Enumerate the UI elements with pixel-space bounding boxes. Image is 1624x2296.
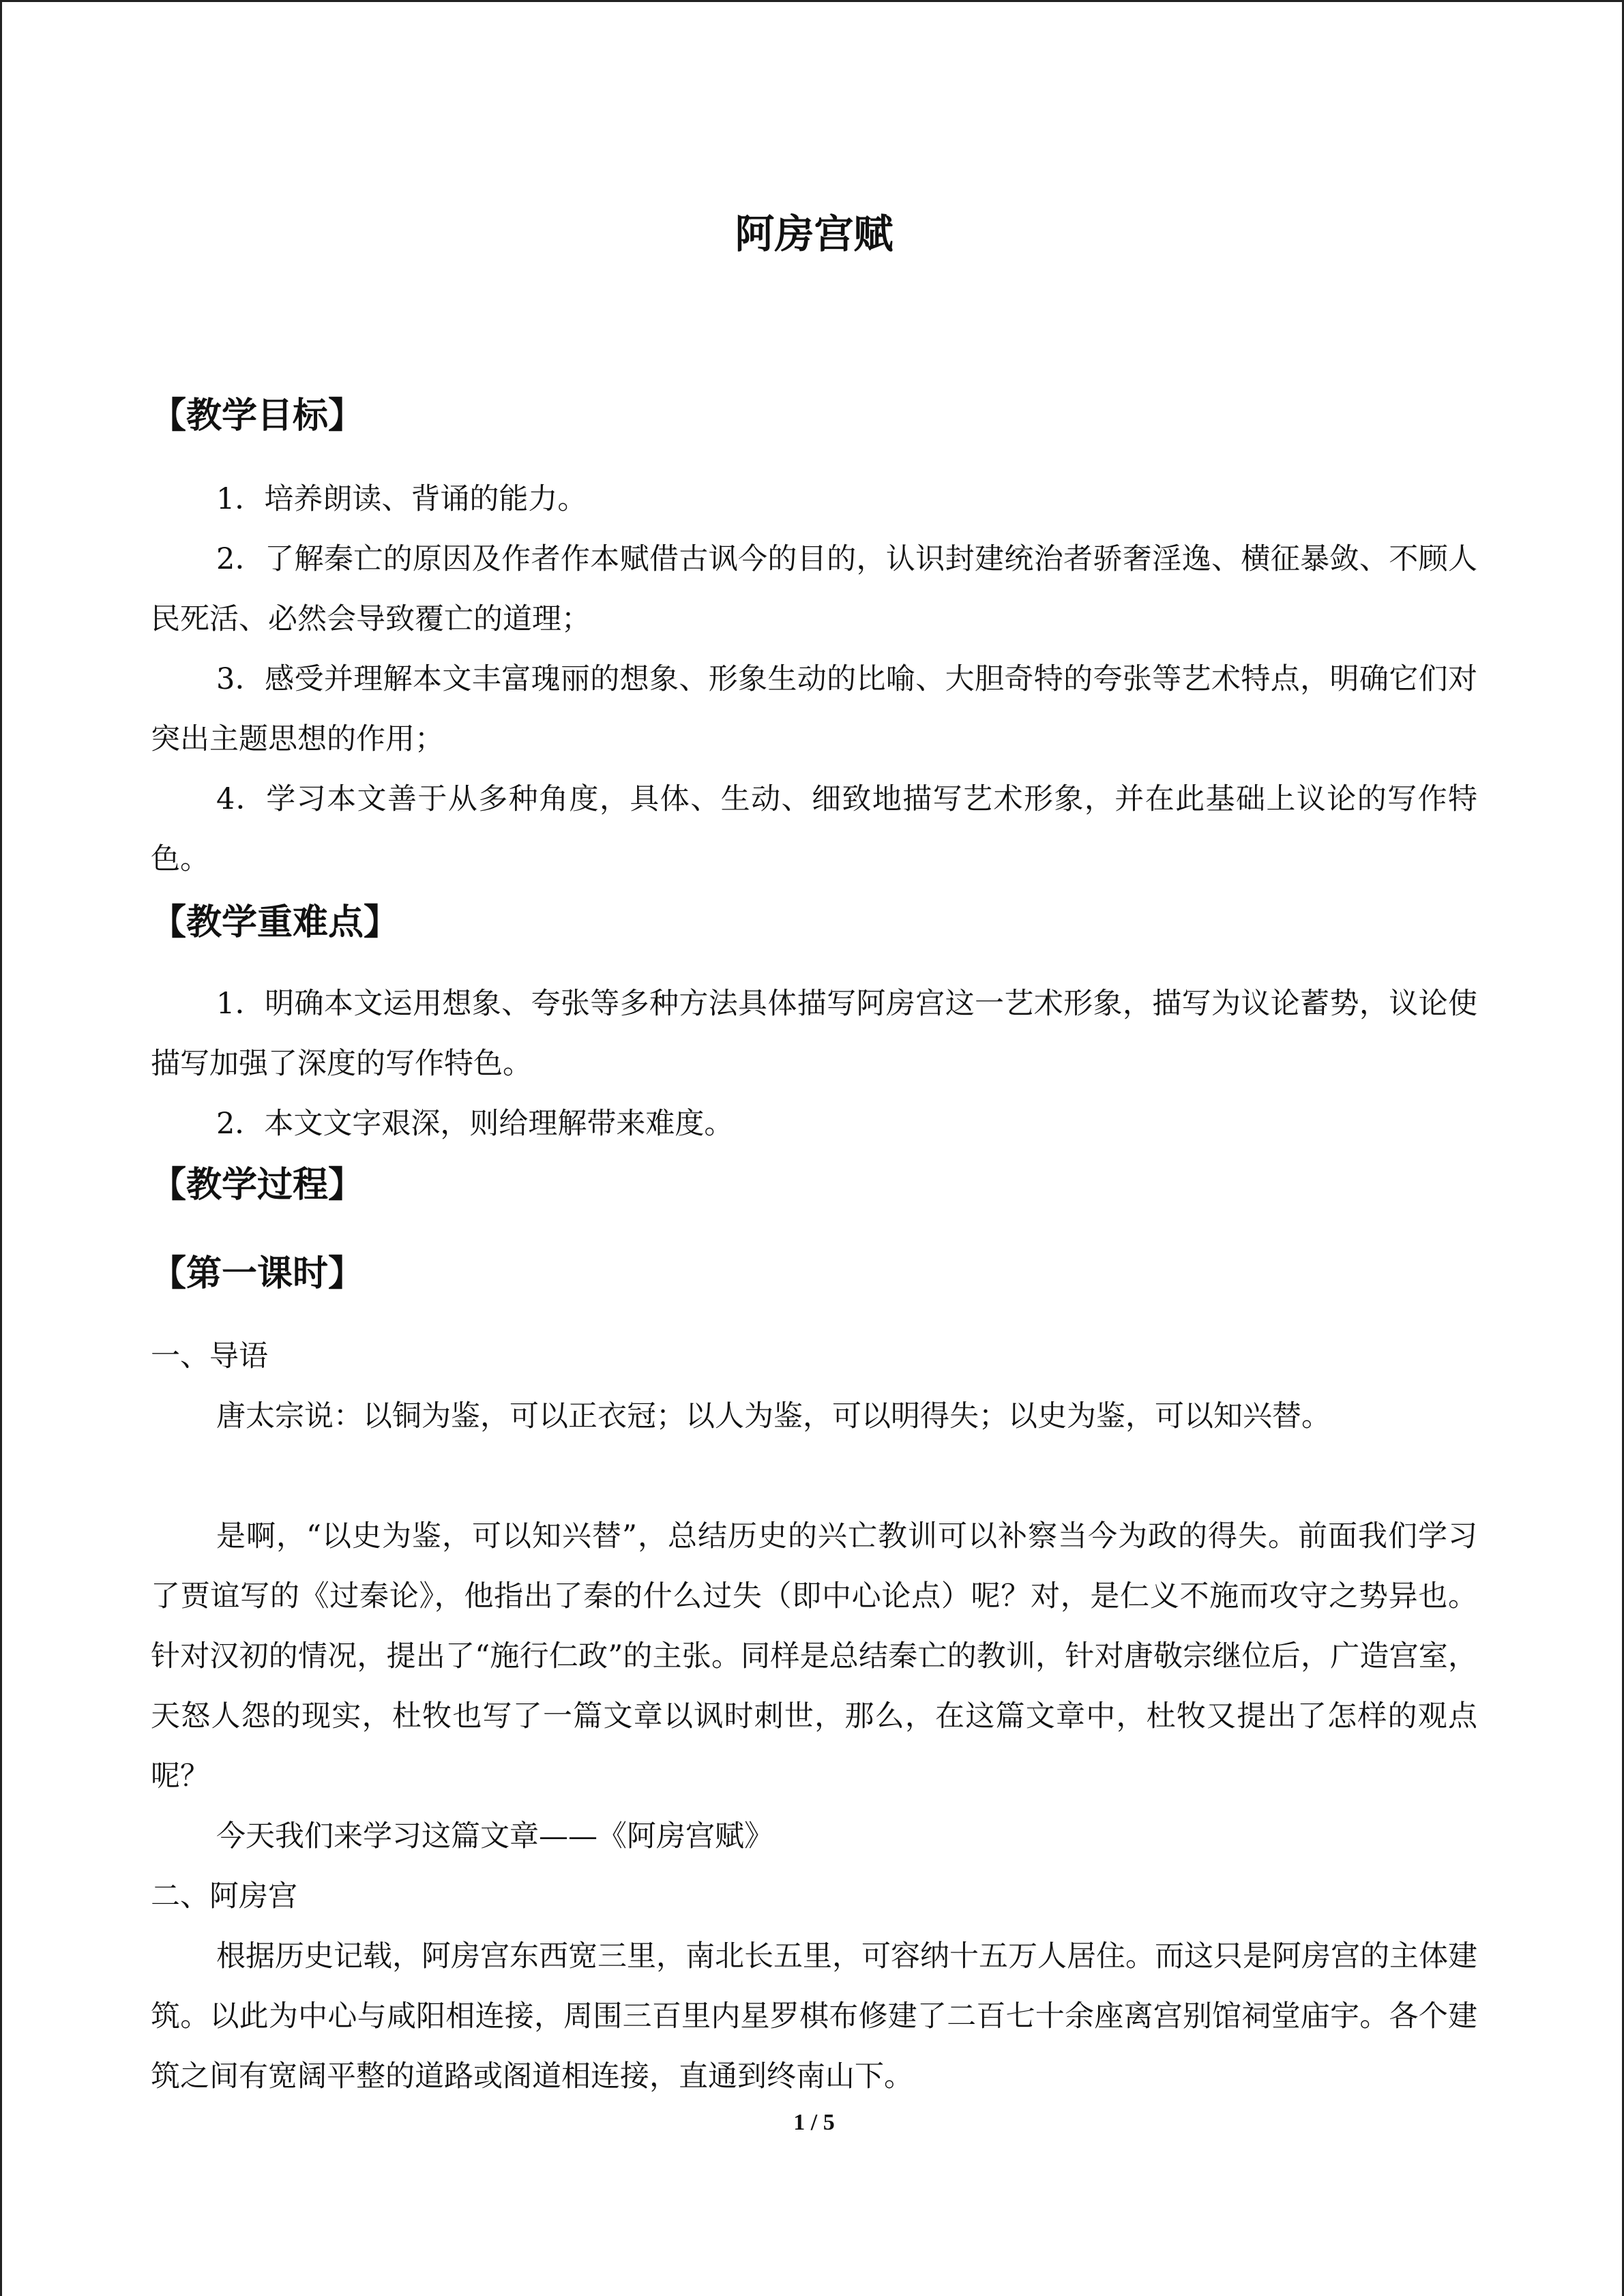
objective-item-3: 3．感受并理解本文丰富瑰丽的想象、形象生动的比喻、大胆奇特的夸张等艺术特点，明确它们对突出主题思想的作用； — [151, 662, 1477, 756]
palace-paragraph: 根据历史记载，阿房宫东西宽三里，南北长五里，可容纳十五万人居住。而这只是阿房宫的主体建筑。以此为中心与咸阳相连接，周围三百里内星罗棋布修建了二百七十余座离宫别馆祠堂庙宇。各个建筑之间有宽阔平整的道路或阁道相连接，直通到终南山下。 — [151, 1939, 1477, 2093]
intro-paragraph-today: 今天我们来学习这篇文章——《阿房宫赋》 — [216, 1819, 773, 1853]
key-point-item-2: 2．本文文字艰深，则给理解带来难度。 — [216, 1107, 734, 1141]
section-palace-title: 二、阿房宫 — [151, 1879, 297, 1913]
objective-item-2: 2．了解秦亡的原因及作者作本赋借古讽今的目的，认识封建统治者骄奢淫逸、横征暴敛、不顾人民死活、必然会导致覆亡的道理； — [151, 542, 1477, 636]
heading-teaching-process: 【教学过程】 — [151, 1165, 364, 1206]
heading-teaching-objectives: 【教学目标】 — [151, 396, 364, 436]
intro-paragraph-discussion: 是啊，“以史为鉴，可以知兴替”，总结历史的兴亡教训可以补察当今为政的得失。前面我们学习了贾谊写的《过秦论》，他指出了秦的什么过失（即中心论点）呢？对，是仁义不施而攻守之势异也。针对汉初的情况，提出了“施行仁政”的主张。同样是总结秦亡的教训，针对唐敬宗继位后，广造宫室，天怒人怨的现实，杜牧也写了一篇文章以讽时刺世，那么，在这篇文章中，杜牧又提出了怎样的观点呢？ — [151, 1519, 1477, 1793]
section-intro-title: 一、导语 — [151, 1339, 268, 1373]
objective-item-4: 4．学习本文善于从多种角度，具体、生动、细致地描写艺术形象，并在此基础上议论的写作特色。 — [151, 782, 1477, 876]
document-title: 阿房宫赋 — [735, 211, 894, 257]
page-number: 1 / 5 — [793, 2110, 835, 2135]
objective-item-1: 1．培养朗读、背诵的能力。 — [216, 482, 587, 516]
intro-paragraph-quote: 唐太宗说：以铜为鉴，可以正衣冠；以人为鉴，可以明得失；以史为鉴，可以知兴替。 — [216, 1399, 1331, 1433]
heading-first-lesson: 【第一课时】 — [151, 1253, 364, 1294]
key-point-item-1: 1．明确本文运用想象、夸张等多种方法具体描写阿房宫这一艺术形象，描写为议论蓄势，议论使描写加强了深度的写作特色。 — [151, 987, 1477, 1081]
heading-key-difficult-points: 【教学重难点】 — [151, 902, 400, 943]
